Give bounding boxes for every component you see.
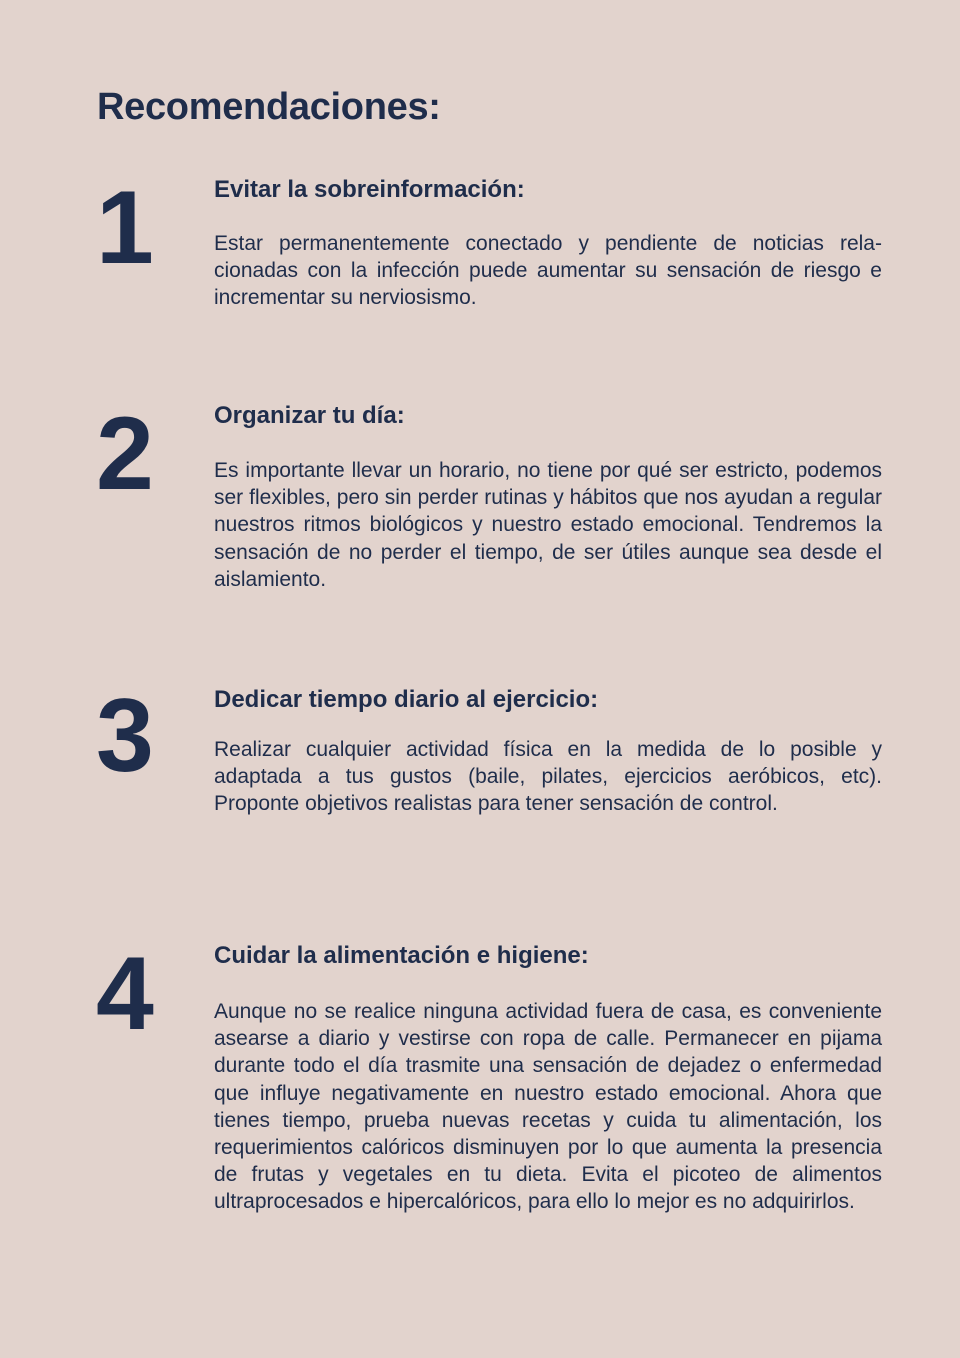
recommendation-body: Aunque no se realice ninguna actividad fuera de casa, es conveniente asearse a diario y vestirse con ropa de calle. Permanecer en pijama durante todo el día trasmite una sensación de dejadez o enfermedad que influye negativamente en nuestro estado emocional. Ahora que tienes tiempo, prueba nuevas recetas y cuida tu alimentación, los requerimientos calóricos disminuyen por lo que aumenta la presencia de frutas y vegetales en tu dieta. Evita el picoteo de alimentos ultraprocesados e hipercalóricos, para ello lo mejor es no adquirirlos.: [214, 1000, 882, 1214]
recommendation-body: Realizar cualquier actividad física en la medida de lo posible y adaptada a tus gustos (baile, pilates, ejercicios aeróbicos, etc). Proponte objetivos realistas para tener sensación de control.: [214, 738, 882, 816]
recommendation-number: 2: [96, 396, 152, 512]
recommendation-body: Estar permanentemente conectado y pendiente de noticias relacionadas con la infección puede aumentar su sensación de riesgo e incrementar su nerviosismo.: [214, 232, 882, 310]
recommendation-number: 4: [96, 936, 152, 1052]
recommendation-heading: Dedicar tiempo diario al ejercicio:: [214, 686, 599, 713]
page-title: Recomendaciones:: [97, 86, 441, 128]
recommendation-heading: Evitar la sobreinformación:: [214, 176, 525, 203]
recommendation-body: Es importante llevar un horario, no tiene por qué ser estricto, podemos ser flexibles, pero sin perder rutinas y hábitos que nos ayudan a regular nuestros ritmos biológicos y nuestro estado emocional. Tendremos la sensación de no perder el tiempo, de ser útiles aunque sea desde el aislamiento.: [214, 459, 882, 591]
recommendation-heading: Organizar tu día:: [214, 402, 405, 429]
recommendation-number: 1: [96, 170, 152, 286]
recommendation-number: 3: [96, 678, 152, 794]
recommendation-heading: Cuidar la alimentación e higiene:: [214, 942, 589, 969]
